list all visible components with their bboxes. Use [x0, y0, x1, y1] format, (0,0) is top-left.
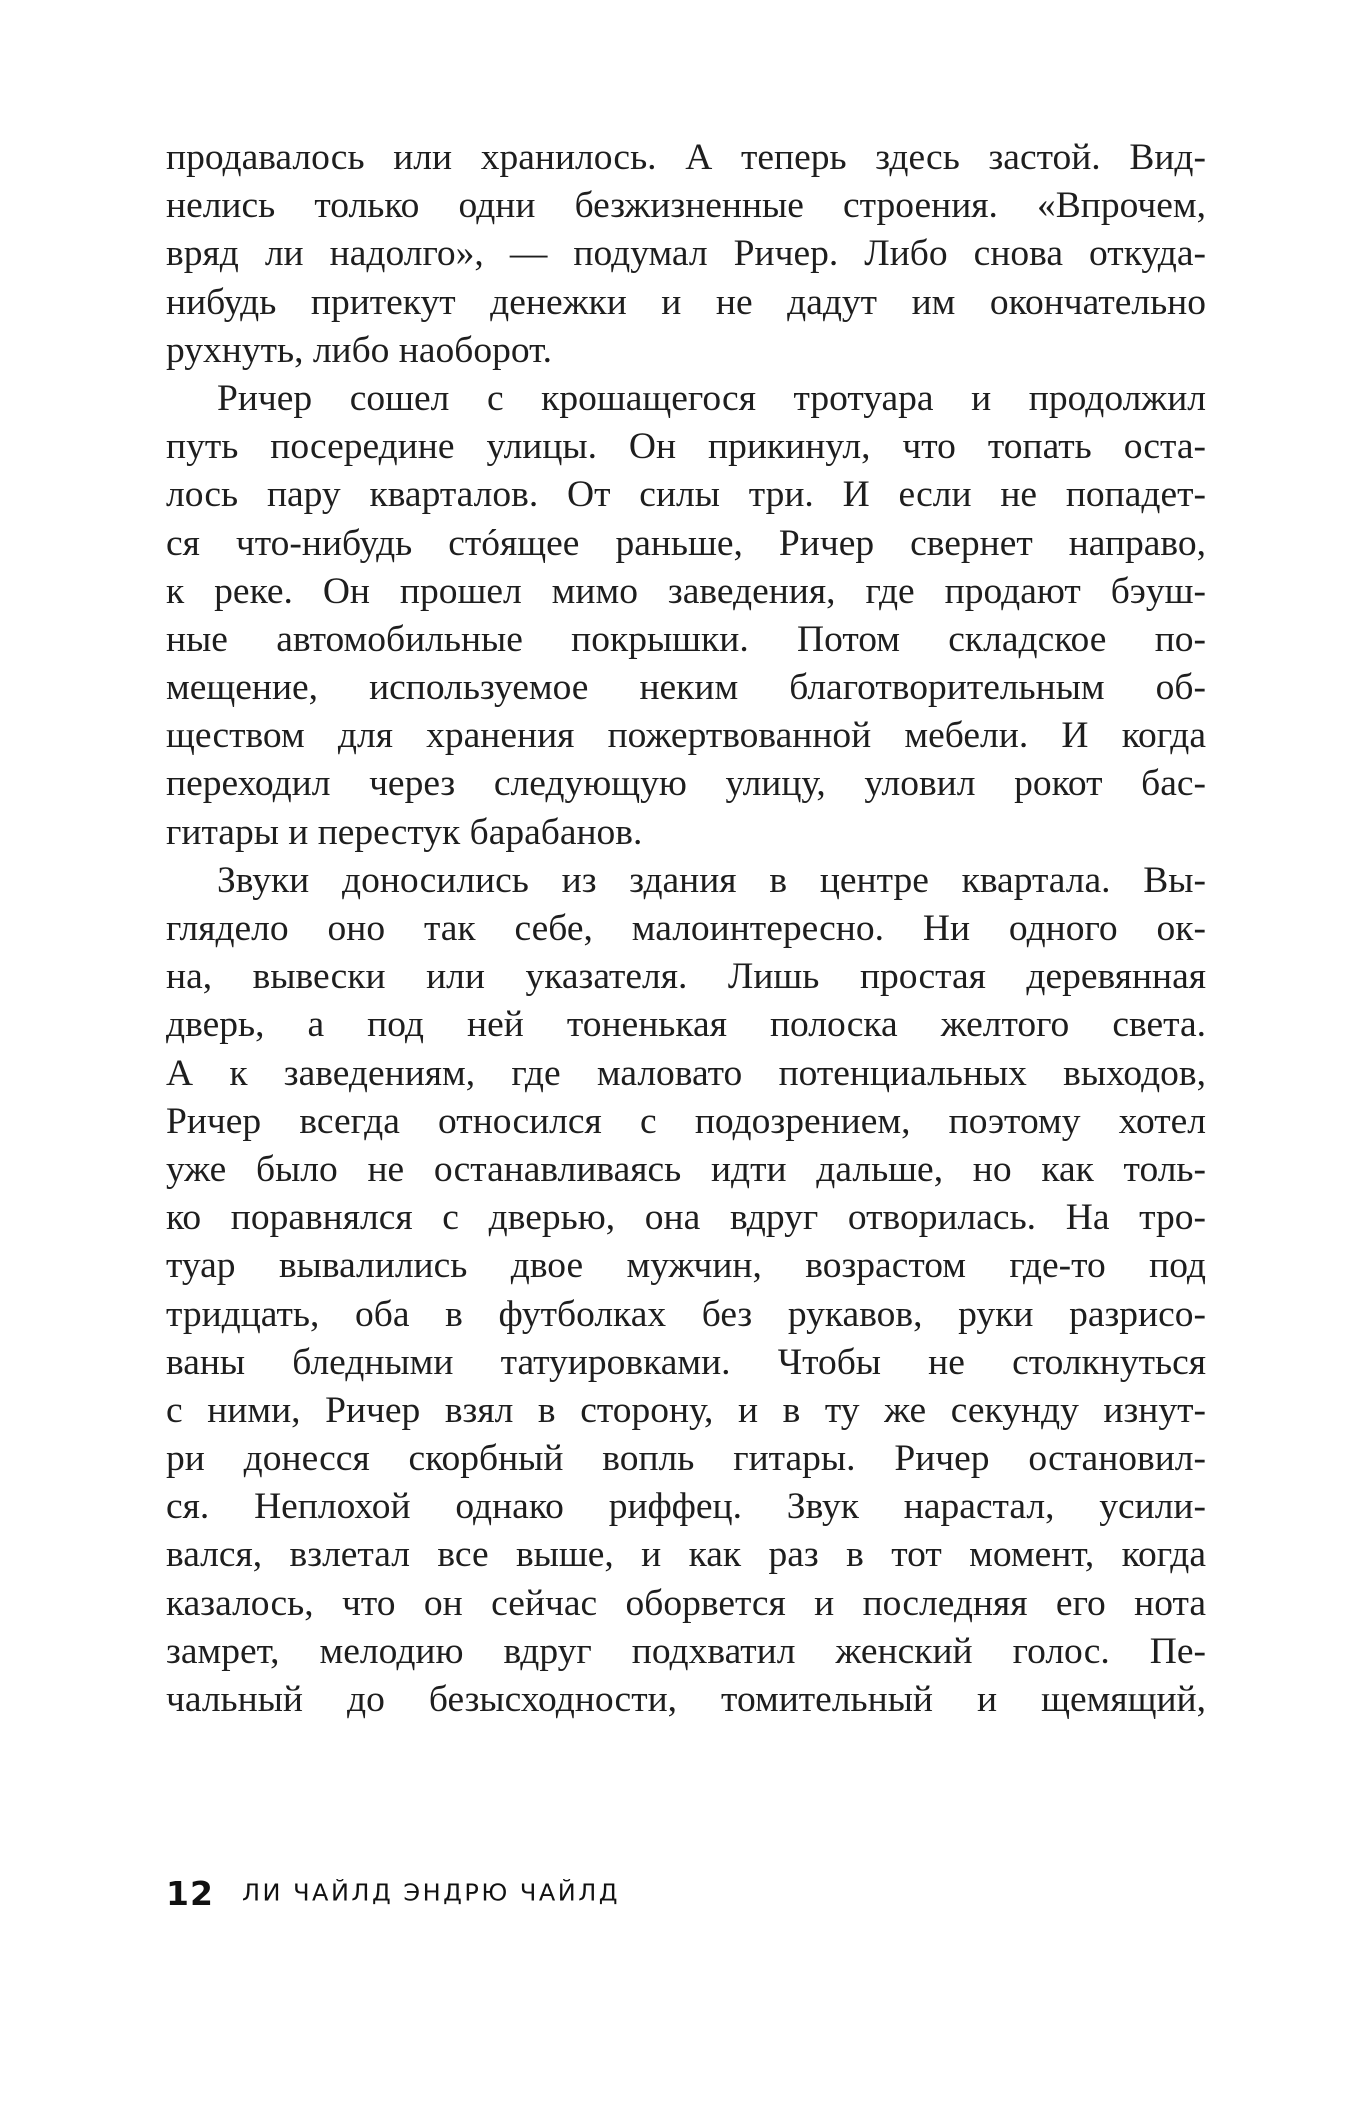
text-line: путь посередине улицы. Он прикинул, что топать оста- [166, 426, 1206, 468]
text-line: туар вывалились двое мужчин, возрастом где-то под [166, 1245, 1206, 1287]
text-line: с ними, Ричер взял в сторону, и в ту же секунду изнут- [166, 1389, 1206, 1431]
text-line: гитары и перестук барабанов. [166, 811, 643, 853]
text-line: уже было не останавливаясь идти дальше, но как толь- [166, 1148, 1206, 1190]
text-line: глядело оно так себе, малоинтересно. Ни одного ок- [166, 908, 1206, 949]
page-footer [166, 1873, 620, 1913]
text-line: дверь, а под ней тоненькая полоска желтого света. [166, 1004, 1206, 1046]
running-head: ЛИ ЧАЙЛД ЭНДРЮ ЧАЙЛД [241, 1879, 621, 1907]
text-line: ся что-нибудь стóящее раньше, Ричер свернет направо, [166, 522, 1206, 564]
text-line: вался, взлетал все выше, и как раз в тот момент, когда [166, 1534, 1206, 1576]
text-line: рухнуть, либо наоборот. [166, 329, 553, 371]
text-line: ри донесся скорбный вопль гитары. Ричер остановил- [166, 1438, 1206, 1480]
text-line: А к заведениям, где маловато потенциальных выходов, [166, 1052, 1206, 1094]
text-line: замрет, мелодию вдруг подхватил женский голос. Пе- [166, 1630, 1206, 1672]
text-line: нибудь притекут денежки и не дадут им окончательно [166, 281, 1206, 323]
text-line: Ричер всегда относился с подозрением, поэтому хотел [166, 1100, 1206, 1142]
text-line: ществом для хранения пожертвованной мебели. И когда [166, 715, 1206, 757]
page-number: 12 [166, 1873, 214, 1913]
text-line: лось пару кварталов. От силы три. И если не попадет- [166, 474, 1206, 516]
text-line: ся. Неплохой однако риффец. Звук нарастал, усили- [166, 1486, 1206, 1528]
text-line: мещение, используемое неким благотворительным об- [166, 667, 1206, 709]
text-line: вряд ли надолго», — подумал Ричер. Либо снова откуда- [166, 233, 1206, 275]
text-line: тридцать, оба в футболках без рукавов, руки разрисо- [166, 1293, 1206, 1335]
text-line: чальный до безысходности, томительный и щемящий, [166, 1679, 1206, 1720]
text-line: ко поравнялся с дверью, она вдруг отворилась. На тро- [166, 1197, 1206, 1239]
text-line: ные автомобильные покрышки. Потом складское по- [166, 618, 1206, 660]
text-line: ваны бледными татуировками. Чтобы не столкнуться [166, 1341, 1206, 1383]
text-line: переходил через следующую улицу, уловил рокот бас- [166, 763, 1206, 805]
text-line: продавалось или хранилось. А теперь здесь застой. Вид- [166, 137, 1206, 178]
text-line: Звуки доносились из здания в центре квартала. Вы- [217, 859, 1206, 901]
text-line: казалось, что он сейчас оборвется и последняя его нота [166, 1582, 1206, 1624]
text-line: на, вывески или указателя. Лишь простая деревянная [166, 956, 1206, 998]
text-line: Ричер сошел с крошащегося тротуара и продолжил [217, 377, 1206, 419]
text-line: к реке. Он прошел мимо заведения, где продают бэуш- [166, 570, 1206, 612]
body-text [166, 134, 1206, 1724]
text-line: нелись только одни безжизненные строения. «Впрочем, [166, 185, 1206, 227]
